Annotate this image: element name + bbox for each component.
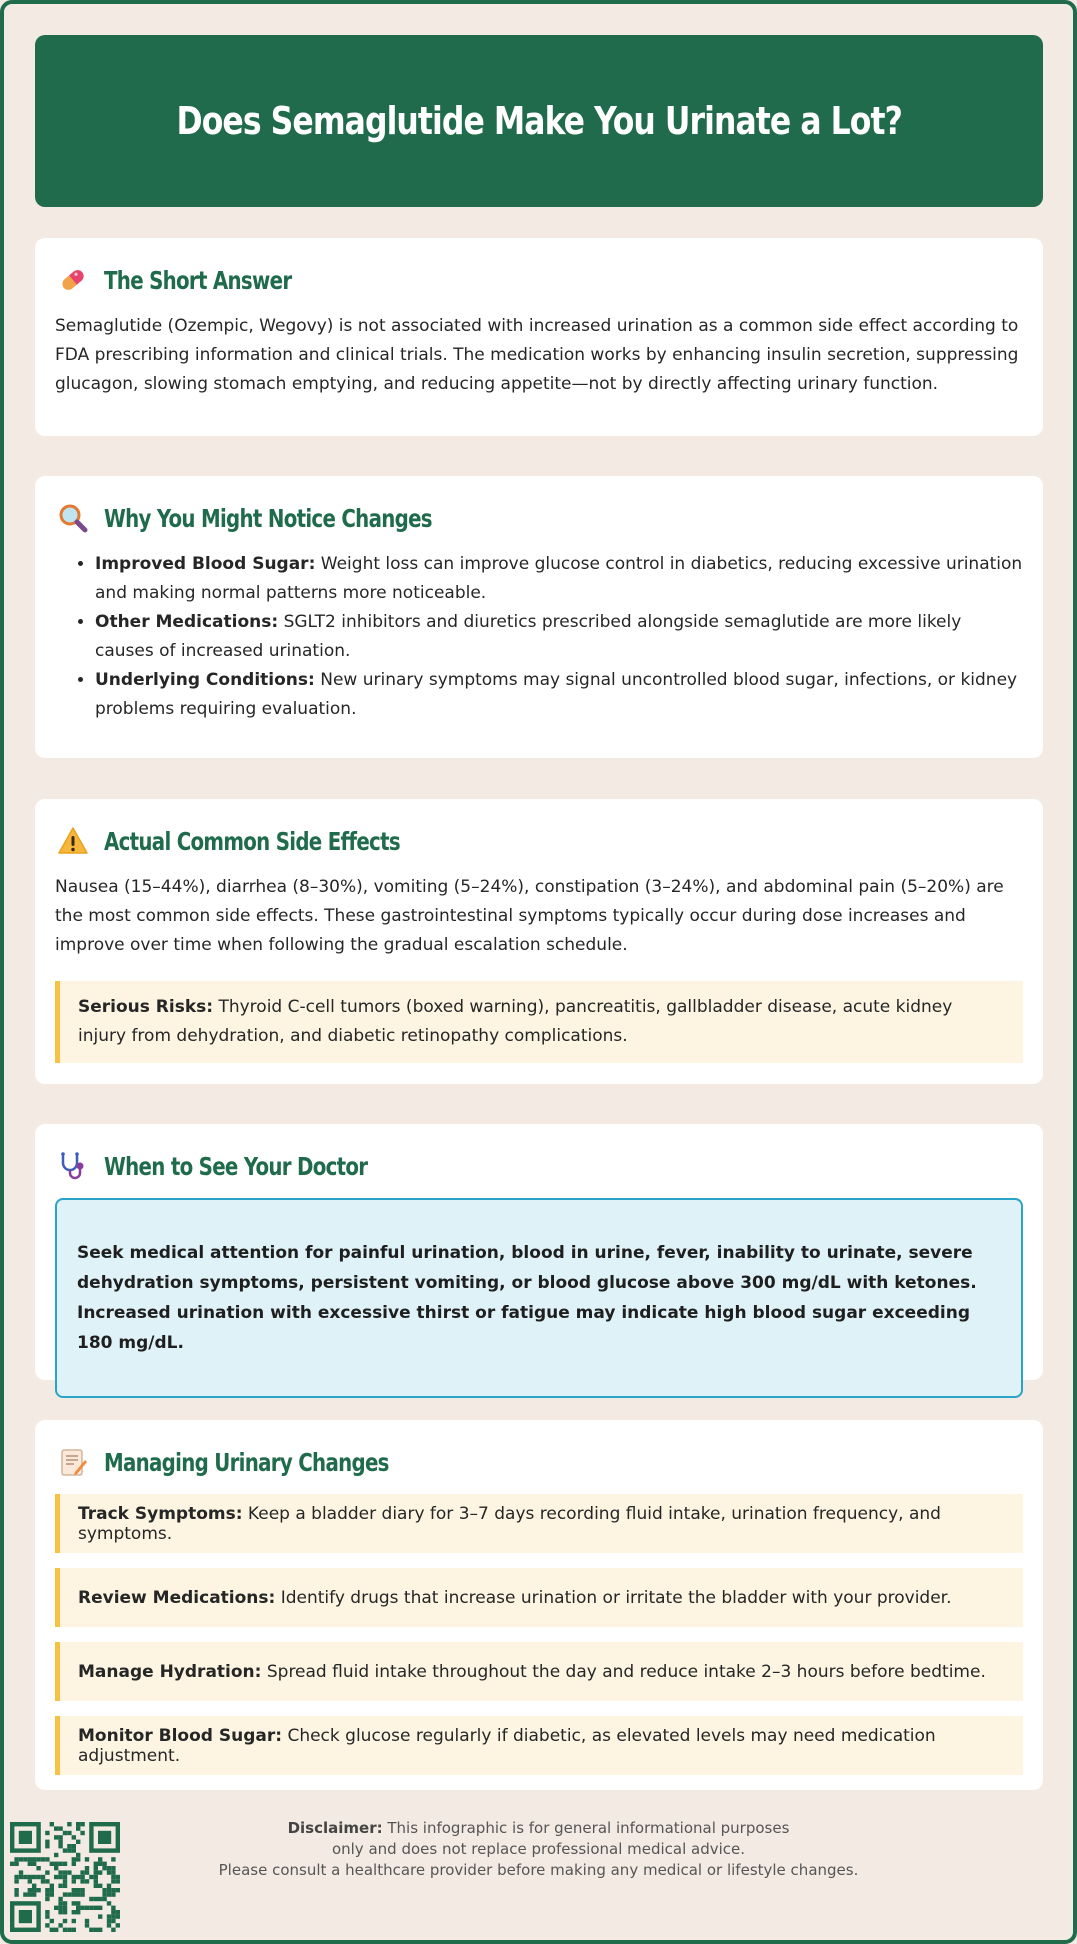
managing-header	[55, 1442, 1023, 1482]
list-item: • Underlying Conditions: New urinary symptoms may signal uncontrolled blood sugar, infections, or kidney problems requiring evaluation.	[95, 666, 1023, 724]
tip-manage-hydration: Manage Hydration: Spread fluid intake throughout the day and reduce intake 2–3 hours before bedtime.	[55, 1642, 1023, 1701]
doctor-info-box	[55, 1198, 1023, 1398]
header-banner	[35, 35, 1043, 207]
disclaimer	[0, 1818, 1077, 1881]
list-item: • Improved Blood Sugar: Weight loss can improve glucose control in diabetics, reducing excessive urination and making normal patterns more noticeable.	[95, 550, 1023, 608]
disclaimer-line-1: This infographic is for general informational purposes	[382, 1819, 790, 1837]
short-answer-heading: The Short Answer	[104, 265, 292, 295]
doctor-card	[35, 1124, 1043, 1380]
notepad-icon	[55, 1444, 91, 1480]
magnifier-icon	[55, 500, 91, 536]
stethoscope-icon	[55, 1148, 91, 1184]
disclaimer-line-3: Please consult a healthcare provider before making any medical or lifestyle changes.	[218, 1861, 859, 1879]
why-changes-card	[35, 476, 1043, 758]
tip-monitor-blood-sugar: Monitor Blood Sugar: Check glucose regularly if diabetic, as elevated levels may need medication adjustment.	[55, 1716, 1023, 1775]
side-effects-header	[55, 821, 1023, 861]
why-changes-heading: Why You Might Notice Changes	[104, 503, 432, 533]
doctor-header	[55, 1146, 1023, 1186]
serious-risks-label: Serious Risks:	[78, 997, 214, 1017]
serious-risks-text: Thyroid C-cell tumors (boxed warning), pancreatitis, gallbladder disease, acute kidney injury from dehydration, and diabetic retinopathy complications.	[78, 997, 953, 1046]
why-changes-header	[55, 498, 1023, 538]
tip-track-symptoms: Track Symptoms: Keep a bladder diary for 3–7 days recording fluid intake, urination frequency, and symptoms.	[55, 1494, 1023, 1553]
list-item: • Other Medications: SGLT2 inhibitors and diuretics prescribed alongside semaglutide are more likely causes of increased urination.	[95, 608, 1023, 666]
tip-review-medications: Review Medications: Identify drugs that increase urination or irritate the bladder with your provider.	[55, 1568, 1023, 1627]
managing-heading: Managing Urinary Changes	[104, 1447, 389, 1477]
pill-icon	[55, 262, 91, 298]
side-effects-card	[35, 799, 1043, 1084]
short-answer-card	[35, 238, 1043, 436]
doctor-text: Seek medical attention for painful urination, blood in urine, fever, inability to urinate, severe dehydration symptoms, persistent vomiting, or blood glucose above 300 mg/dL with ketones. Increased urination with excessive thirst or fatigue may indicate high blood sugar exceeding 180 mg/dL.	[77, 1243, 977, 1353]
side-effects-text: Nausea (15–44%), diarrhea (8–30%), vomiting (5–24%), constipation (3–24%), and abdominal pain (5–20%) are the most common side effects. These gastrointestinal symptoms typically occur during dose increases and improve over time when following the gradual escalation schedule.	[55, 877, 1004, 955]
short-answer-text: Semaglutide (Ozempic, Wegovy) is not associated with increased urination as a common side effect according to FDA prescribing information and clinical trials. The medication works by enhancing insulin secretion, suppressing glucagon, slowing stomach emptying, and reducing appetite—not by directly affecting urinary function.	[55, 316, 1019, 394]
why-changes-list	[55, 550, 1023, 724]
disclaimer-line-2: only and does not replace professional medical advice.	[331, 1840, 746, 1858]
page-title: Does Semaglutide Make You Urinate a Lot?	[176, 99, 902, 143]
serious-risks-callout	[55, 981, 1023, 1063]
disclaimer-label: Disclaimer:	[287, 1819, 383, 1837]
side-effects-heading: Actual Common Side Effects	[104, 826, 400, 856]
doctor-heading: When to See Your Doctor	[104, 1151, 368, 1181]
warning-icon	[55, 823, 91, 859]
short-answer-header	[55, 260, 1023, 300]
managing-card	[35, 1420, 1043, 1790]
